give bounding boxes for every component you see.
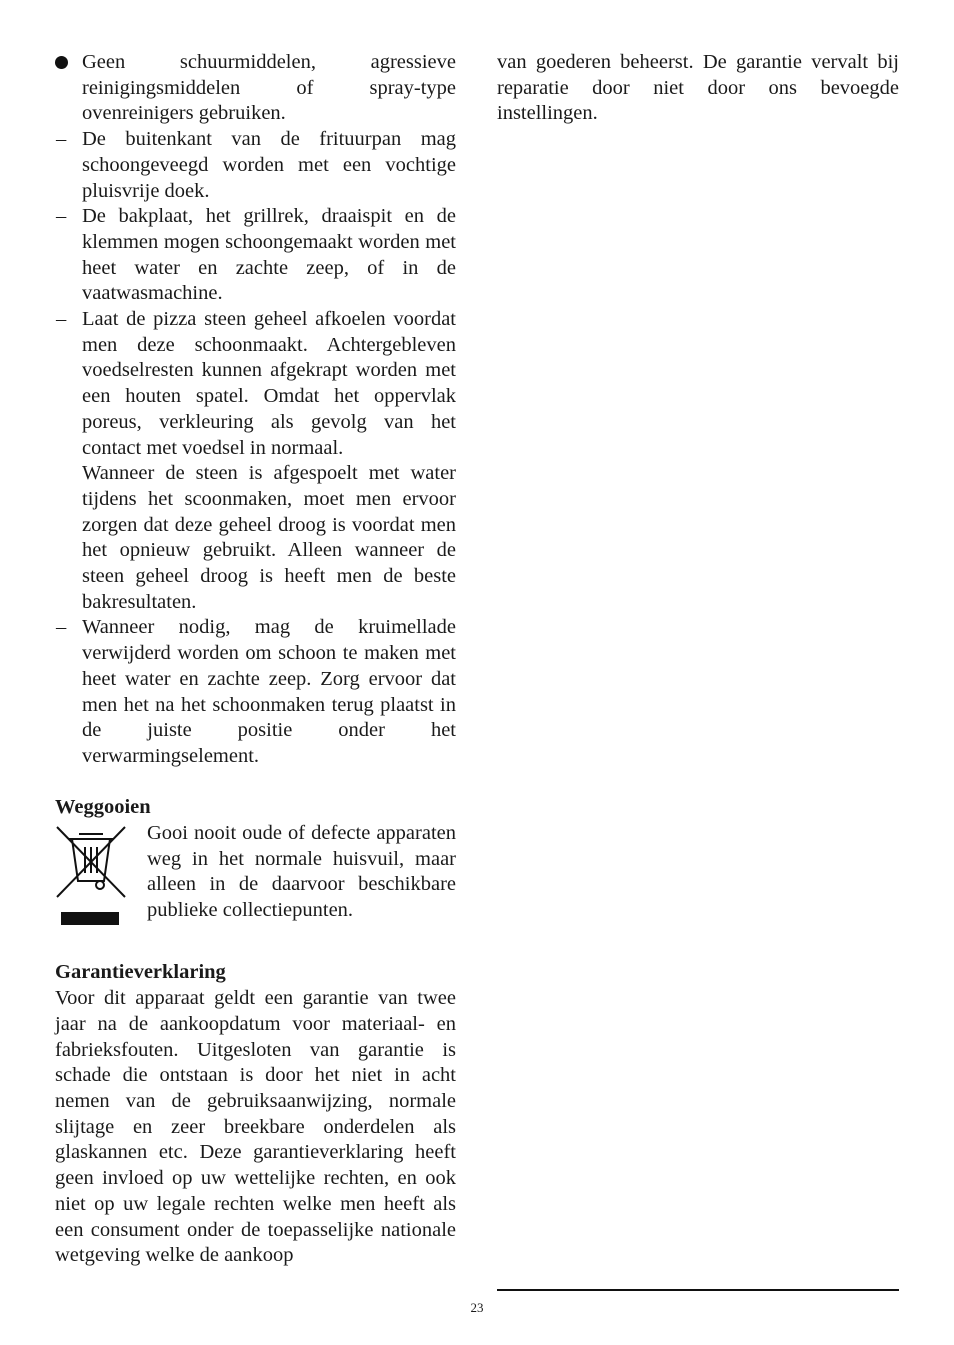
warranty-heading: Garantieverklaring xyxy=(55,961,226,984)
right-column xyxy=(497,50,899,127)
warranty-text-continued: van goederen beheerst. De garantie vervalt bij reparatie door niet door ons bevoegde instellingen. xyxy=(497,51,899,125)
dash-marker: – xyxy=(56,308,67,331)
list-item xyxy=(55,615,456,769)
dash-marker: – xyxy=(56,205,67,228)
bullet-marker xyxy=(55,50,75,77)
list-item-continuation: Wanneer de steen is afgespoelt met water tijdens het scoonmaken, moet men ervoor zorgen dat deze geheel droog is voordat men het opnieuw gebruikt. Alleen wanneer de steen geheel droog is heeft men de beste bakresultaten. xyxy=(82,462,456,613)
crossed-out-wheelie-bin-icon xyxy=(55,821,147,935)
list-item-text: De bakplaat, het grillrek, draaispit en de klemmen mogen schoongemaakt worden met heet water en zachte zeep, of in de vaatwasmachine. xyxy=(82,205,456,305)
list-item-text: De buitenkant van de frituurpan mag schoongeveegd worden met een vochtige pluisvrije doek. xyxy=(82,128,456,202)
list-item-text: Wanneer nodig, mag de kruimellade verwijderd worden om schoon te maken met heet water en zachte zeep. Zorg ervoor dat men het na het schoonmaken terug plaatst in de juiste positie onder het verwarmingselement. xyxy=(82,616,456,767)
cleaning-instructions-list xyxy=(55,50,456,770)
warranty-text: Voor dit apparaat geldt een garantie van twee jaar na de aankoopdatum voor materiaal- en fabrieksfouten. Uitgesloten van garantie is schade die ontstaan is door het niet in acht nemen van de gebruiksaanwijzing, normale slijtage en zeer breekbare onderdelen als glaskannen etc. Deze garantieverklaring heeft geen invloed op uw wettelijke rechten, en ook niet op uw legale rechten welke men heeft als een consument onder de toepasselijke nationale wetgeving welke de aankoop xyxy=(55,987,456,1267)
list-item xyxy=(55,307,456,615)
disposal-heading: Weggooien xyxy=(55,796,151,819)
disposal-text: Gooi nooit oude of defecte apparaten weg in het normale huisvuil, maar alleen in de daarvoor beschikbare publieke collectiepunten. xyxy=(147,822,456,922)
list-item xyxy=(55,50,456,127)
list-item-text: Laat de pizza steen geheel afkoelen voordat men deze schoonmaakt. Achtergebleven voedselresten kunnen afgekrapt worden met een houten spatel. Omdat het oppervlak poreus, verkleuring als gevolg van het contact met voedsel in normaal. xyxy=(82,308,456,459)
footer-rule xyxy=(497,1289,899,1291)
dash-marker: – xyxy=(56,616,67,639)
page-number: 23 xyxy=(470,1300,484,1315)
list-item-text: Geen schuurmiddelen, agressieve reinigingsmiddelen of spray-type ovenreinigers gebruiken. xyxy=(82,51,456,125)
list-item xyxy=(55,127,456,204)
left-column xyxy=(55,50,456,1269)
disposal-section xyxy=(55,821,456,935)
list-item xyxy=(55,204,456,307)
dash-marker: – xyxy=(56,128,67,151)
